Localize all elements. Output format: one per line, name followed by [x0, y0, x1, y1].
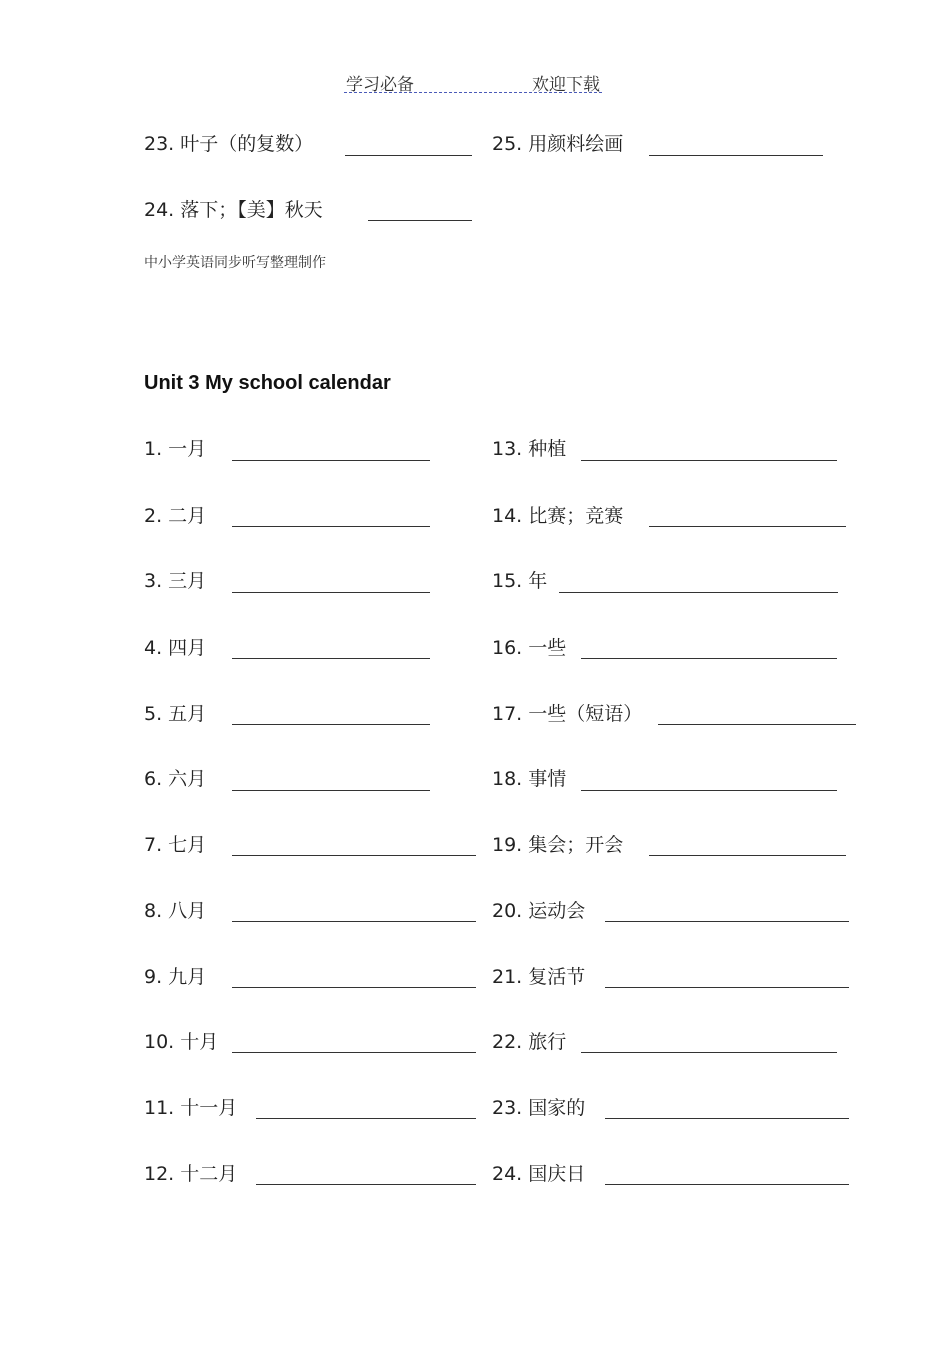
answer-blank[interactable]: [232, 1052, 476, 1053]
vocab-item-label: 7. 七月: [144, 834, 207, 856]
answer-blank[interactable]: [605, 987, 849, 988]
vocab-item-label: 2. 二月: [144, 505, 207, 527]
vocab-item-label: 24. 国庆日: [492, 1163, 586, 1185]
answer-blank[interactable]: [605, 1184, 849, 1185]
answer-blank[interactable]: [581, 658, 837, 659]
answer-blank[interactable]: [581, 460, 837, 461]
answer-blank[interactable]: [256, 1184, 476, 1185]
answer-blank[interactable]: [232, 460, 430, 461]
vocab-item-label: 15. 年: [492, 570, 548, 592]
vocab-item-label: 1. 一月: [144, 438, 207, 460]
vocab-item-label: 9. 九月: [144, 966, 207, 988]
vocab-item-label: 6. 六月: [144, 768, 207, 790]
answer-blank[interactable]: [232, 855, 476, 856]
vocab-item-label: 23. 叶子（的复数）: [144, 133, 314, 155]
answer-blank[interactable]: [232, 724, 430, 725]
vocab-item-label: 11. 十一月: [144, 1097, 238, 1119]
vocab-item-label: 12. 十二月: [144, 1163, 238, 1185]
vocab-item-label: 24. 落下；【美】秋天: [144, 199, 323, 221]
answer-blank[interactable]: [232, 921, 476, 922]
answer-blank[interactable]: [368, 220, 472, 221]
answer-blank[interactable]: [581, 1052, 837, 1053]
page-header: [344, 70, 602, 93]
answer-blank[interactable]: [232, 592, 430, 593]
answer-blank[interactable]: [605, 1118, 849, 1119]
vocab-item-label: 5. 五月: [144, 703, 207, 725]
vocab-item-label: 13. 种植: [492, 438, 567, 460]
vocab-item-label: 23. 国家的: [492, 1097, 586, 1119]
answer-blank[interactable]: [256, 1118, 476, 1119]
answer-blank[interactable]: [658, 724, 856, 725]
answer-blank[interactable]: [649, 155, 823, 156]
vocab-item-label: 17. 一些（短语）: [492, 703, 643, 725]
vocab-item-label: 16. 一些: [492, 637, 567, 659]
answer-blank[interactable]: [232, 790, 430, 791]
vocab-item-label: 10. 十月: [144, 1031, 219, 1053]
vocab-item-label: 8. 八月: [144, 900, 207, 922]
unit-title: Unit 3 My school calendar: [144, 372, 391, 394]
answer-blank[interactable]: [649, 526, 846, 527]
vocab-item-label: 21. 复活节: [492, 966, 586, 988]
vocab-item-label: 25. 用颜料绘画: [492, 133, 624, 155]
producer-note: 中小学英语同步听写整理制作: [144, 255, 326, 271]
vocab-item-label: 4. 四月: [144, 637, 207, 659]
vocab-item-label: 22. 旅行: [492, 1031, 567, 1053]
header-right-text: 欢迎下载: [532, 75, 600, 95]
answer-blank[interactable]: [605, 921, 849, 922]
answer-blank[interactable]: [345, 155, 472, 156]
answer-blank[interactable]: [232, 658, 430, 659]
vocab-item-label: 18. 事情: [492, 768, 567, 790]
header-left-text: 学习必备: [346, 75, 414, 95]
vocab-item-label: 19. 集会；开会: [492, 834, 624, 856]
vocab-item-label: 20. 运动会: [492, 900, 586, 922]
vocab-item-label: 3. 三月: [144, 570, 207, 592]
answer-blank[interactable]: [649, 855, 846, 856]
answer-blank[interactable]: [232, 987, 476, 988]
vocab-item-label: 14. 比赛；竞赛: [492, 505, 624, 527]
answer-blank[interactable]: [232, 526, 430, 527]
answer-blank[interactable]: [581, 790, 837, 791]
answer-blank[interactable]: [559, 592, 838, 593]
